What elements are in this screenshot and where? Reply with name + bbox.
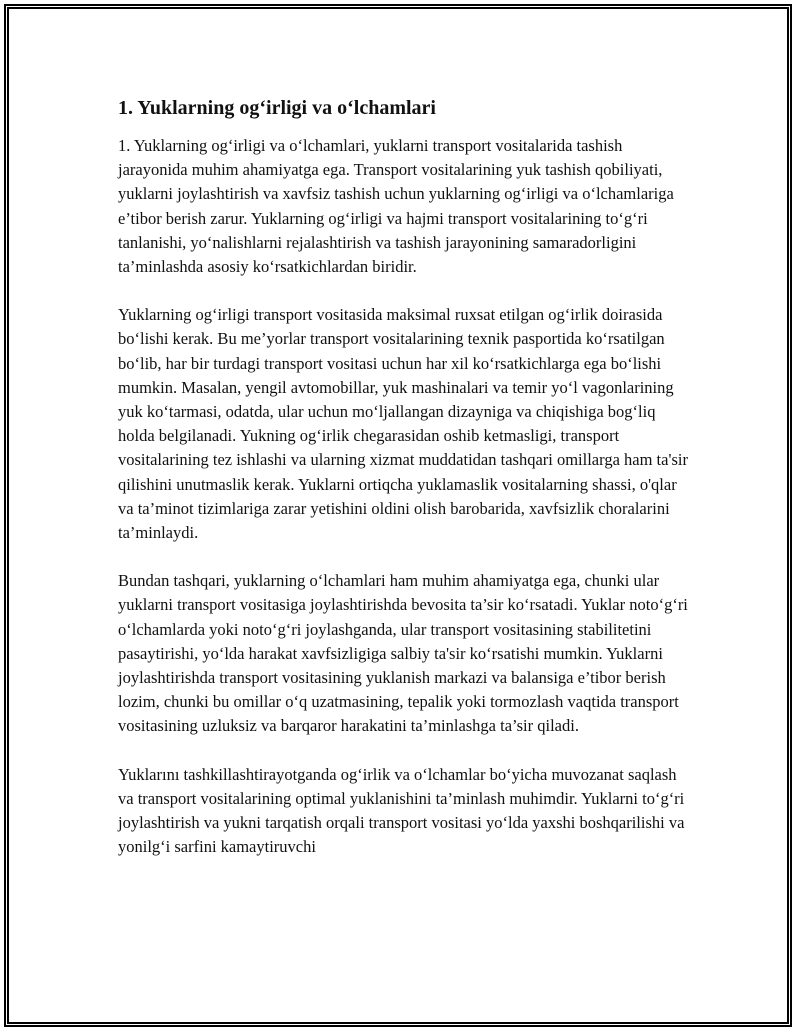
paragraph-1: 1. Yuklarning og‘irligi va o‘lchamlari, yuklarni transport vositalarida tashish jarayonida muhim ahamiyatga ega. Transport vositalarining yuk tashish qobiliyati, yuklarni joylashtirish va xavfsiz tashish uchun yuklarning og‘irligi va o‘lchamlariga e’tibor berish zarur. Yuklarning og‘irligi va hajmi transport vositalarining to‘g‘ri tanlanishi, yo‘nalishlarni rejalashtirish va tashish jarayonining samaradorligini ta’minlashda asosiy ko‘rsatkichlardan biridir. <box>118 136 674 277</box>
document-body <box>118 96 688 883</box>
paragraph-2: Yuklarning og‘irligi transport vositasida maksimal ruxsat etilgan og‘irlik doirasida bo‘lishi kerak. Bu me’yorlar transport vositalarining texnik pasportida ko‘rsatilgan bo‘lib, har bir turdagi transport vositasi uchun har xil ko‘rsatkichlarga ega bo‘lishi mumkin. Masalan, yengil avtomobillar, yuk mashinalari va temir yo‘l vagonlarining yuk ko‘tarmasi, odatda, ular uchun mo‘ljallangan dizayniga va chiqishiga bog‘liq holda belgilanadi. Yukning og‘irlik chegarasidan oshib ketmasligi, transport vositalarining tez ishlashi va ularning xizmat muddatidan tashqari omillarga ham ta'sir qilishini unutmaslik kerak. Yuklarni ortiqcha yuklamaslik vositalarning shassi, o'qlar va ta’minot tizimlariga zarar yetishini oldini olish barobarida, xavfsizlik choralarini ta’minlaydi. <box>118 305 688 543</box>
section-heading: 1. Yuklarning og‘irligi va o‘lchamlari <box>118 97 436 119</box>
paragraph-4: Yuklarını tashkillashtirayotganda og‘irlik va o‘lchamlar bo‘yicha muvozanat saqlash va transport vositalarining optimal yuklanishini ta’minlash muhimdir. Yuklarni to‘g‘ri joylashtirish va yukni tarqatish orqali transport vositasi yo‘lda yaxshi boshqarilishi va yonilg‘i sarfini kamaytiruvchi <box>118 764 685 857</box>
paragraph-3: Bundan tashqari, yuklarning o‘lchamlari ham muhim ahamiyatga ega, chunki ular yuklarni transport vositasiga joylashtirishda bevosita ta’sir ko‘rsatadi. Yuklar noto‘g‘ri o‘lchamlarda yoki noto‘g‘ri joylashganda, ular transport vositasining stabilitetini pasaytirishi, yo‘lda harakat xavfsizligiga salbiy ta'sir ko‘rsatishi mumkin. Yuklarni joylashtirishda transport vositasining yuklanish markazi va balansiga e’tibor berish lozim, chunki bu omillar o‘q uzatmasining, tepalik yoki tormozlash vaqtida transport vositasining uzluksiz va barqaror harakatini ta’minlashga ta’sir qiladi. <box>118 571 688 736</box>
